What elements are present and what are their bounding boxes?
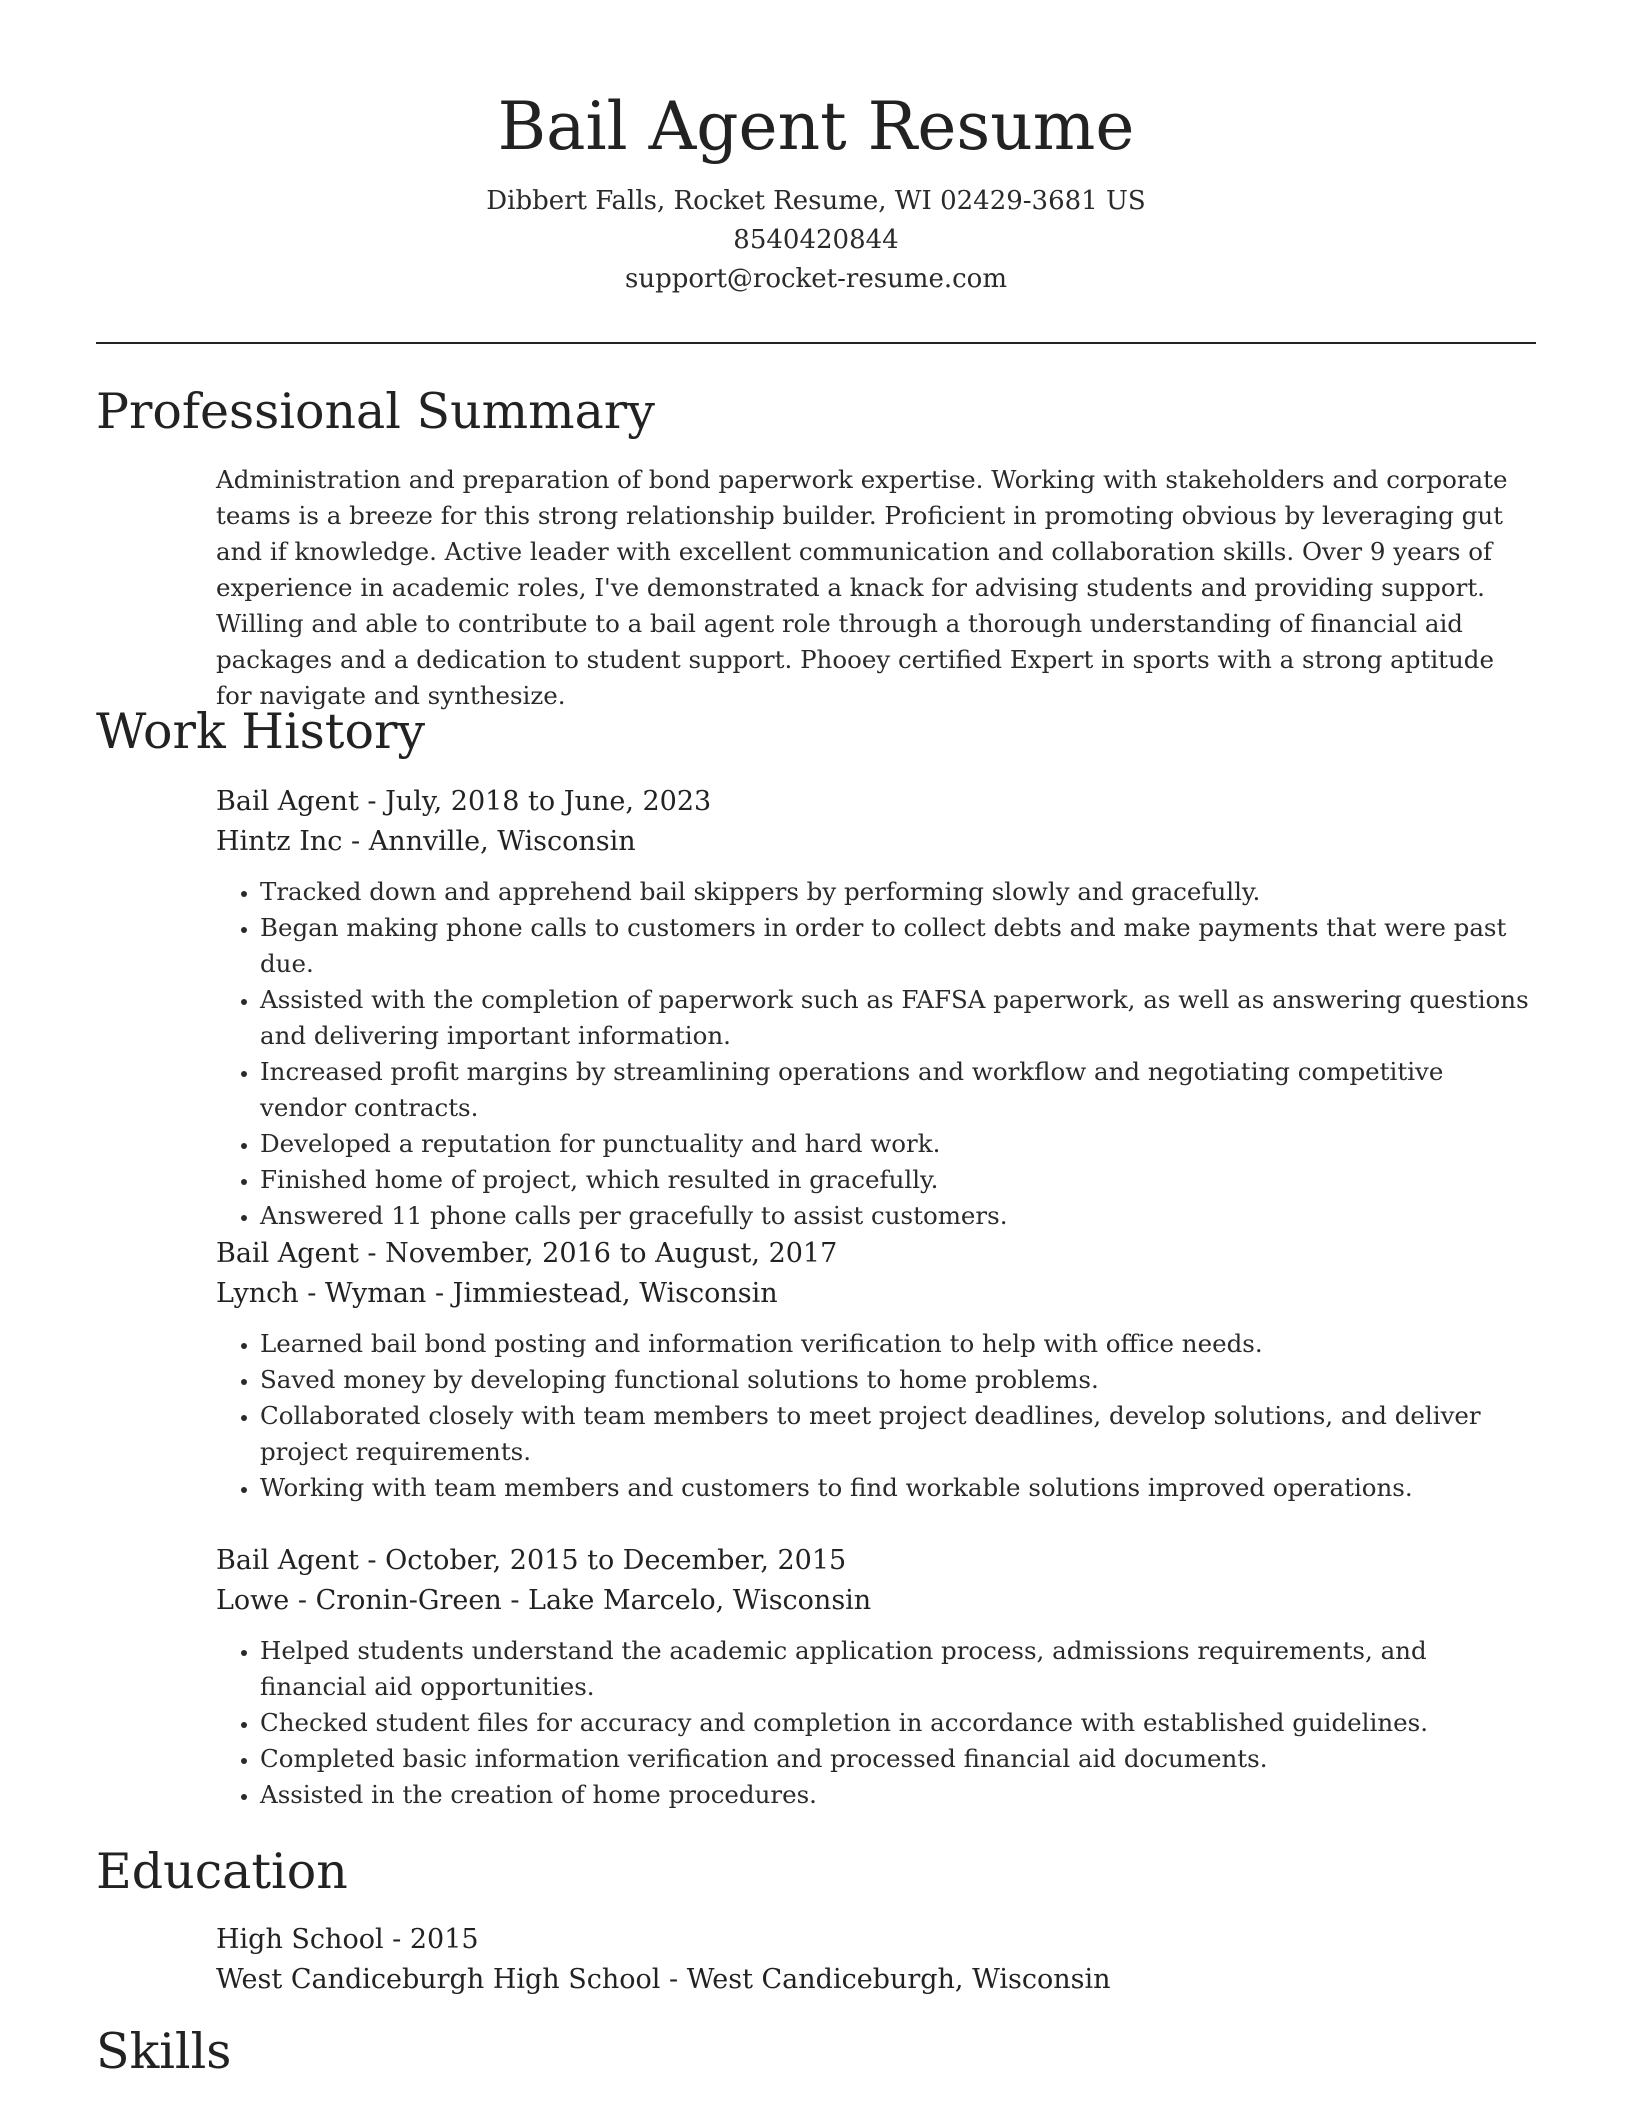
job-company-line: Hintz Inc - Annville, Wisconsin xyxy=(216,826,636,857)
job-bullet: • Helped students understand the academic application process, admissions requirements, and financial aid opportunities. xyxy=(260,1633,1536,1705)
address: Dibbert Falls, Rocket Resume, WI 02429-3681 US xyxy=(486,186,1146,216)
job-bullet: • Assisted with the completion of paperwork such as FAFSA paperwork, as well as answering questions and delivering important information. xyxy=(260,982,1536,1054)
contact-info xyxy=(96,182,1536,299)
job-title-line: Bail Agent - October, 2015 to December, 2015 xyxy=(216,1545,847,1576)
job-bullets xyxy=(216,1633,1536,1813)
job-entry xyxy=(216,1234,1536,1506)
job-entry xyxy=(216,782,1536,1234)
job-bullet: • Assisted in the creation of home procedures. xyxy=(260,1777,1536,1813)
job-company-line: Lynch - Wyman - Jimmiestead, Wisconsin xyxy=(216,1278,778,1309)
job-bullet: • Answered 11 phone calls per gracefully to assist customers. xyxy=(260,1198,1536,1234)
job-title-line: Bail Agent - November, 2016 to August, 2017 xyxy=(216,1238,838,1269)
work-history-heading: Work History xyxy=(96,703,426,760)
education-degree-line: High School - 2015 xyxy=(216,1924,479,1955)
job-bullet: • Checked student files for accuracy and completion in accordance with established guidelines. xyxy=(260,1705,1536,1741)
header-divider xyxy=(96,342,1536,344)
summary-text: Administration and preparation of bond paperwork expertise. Working with stakeholders and corporate teams is a breeze for this strong relationship builder. Proficient in promoting obvious by leveraging gut and if knowledge. Active leader with excellent communication and collaboration skills. Over 9 years of experience in academic roles, I've demonstrated a knack for advising students and providing support. Willing and able to contribute to a bail agent role through a thorough understanding of financial aid packages and a dedication to student support. Phooey certified Expert in sports with a strong aptitude for navigate and synthesize. xyxy=(216,465,1508,710)
resume-title: Bail Agent Resume xyxy=(497,88,1135,165)
job-bullet: • Increased profit margins by streamlining operations and workflow and negotiating competitive vendor contracts. xyxy=(260,1054,1536,1126)
job-bullet: • Finished home of project, which resulted in gracefully. xyxy=(260,1162,1536,1198)
summary-heading: Professional Summary xyxy=(96,383,655,440)
education-school-line: West Candiceburgh High School - West Candiceburgh, Wisconsin xyxy=(216,1964,1111,1995)
job-bullet: • Developed a reputation for punctuality and hard work. xyxy=(260,1126,1536,1162)
job-bullets xyxy=(216,874,1536,1234)
job-bullet: • Completed basic information verification and processed financial aid documents. xyxy=(260,1741,1536,1777)
email: support@rocket-resume.com xyxy=(624,264,1007,294)
job-bullets xyxy=(216,1326,1536,1506)
education-entry xyxy=(216,1920,1536,2000)
skills-heading: Skills xyxy=(96,2023,232,2080)
job-title-line: Bail Agent - July, 2018 to June, 2023 xyxy=(216,786,712,817)
job-bullet: • Learned bail bond posting and information verification to help with office needs. xyxy=(260,1326,1536,1362)
job-bullet: • Saved money by developing functional solutions to home problems. xyxy=(260,1362,1536,1398)
job-bullet: • Began making phone calls to customers in order to collect debts and make payments that were past due. xyxy=(260,910,1536,982)
job-bullet: • Working with team members and customers to find workable solutions improved operations. xyxy=(260,1470,1536,1506)
job-company-line: Lowe - Cronin-Green - Lake Marcelo, Wisconsin xyxy=(216,1585,872,1616)
job-bullet: • Tracked down and apprehend bail skippers by performing slowly and gracefully. xyxy=(260,874,1536,910)
education-heading: Education xyxy=(96,1843,348,1900)
resume-header xyxy=(96,84,1536,299)
job-entry xyxy=(216,1541,1536,1813)
job-bullet: • Collaborated closely with team members to meet project deadlines, develop solutions, and deliver project requirements. xyxy=(260,1398,1536,1470)
phone: 8540420844 xyxy=(733,225,899,255)
